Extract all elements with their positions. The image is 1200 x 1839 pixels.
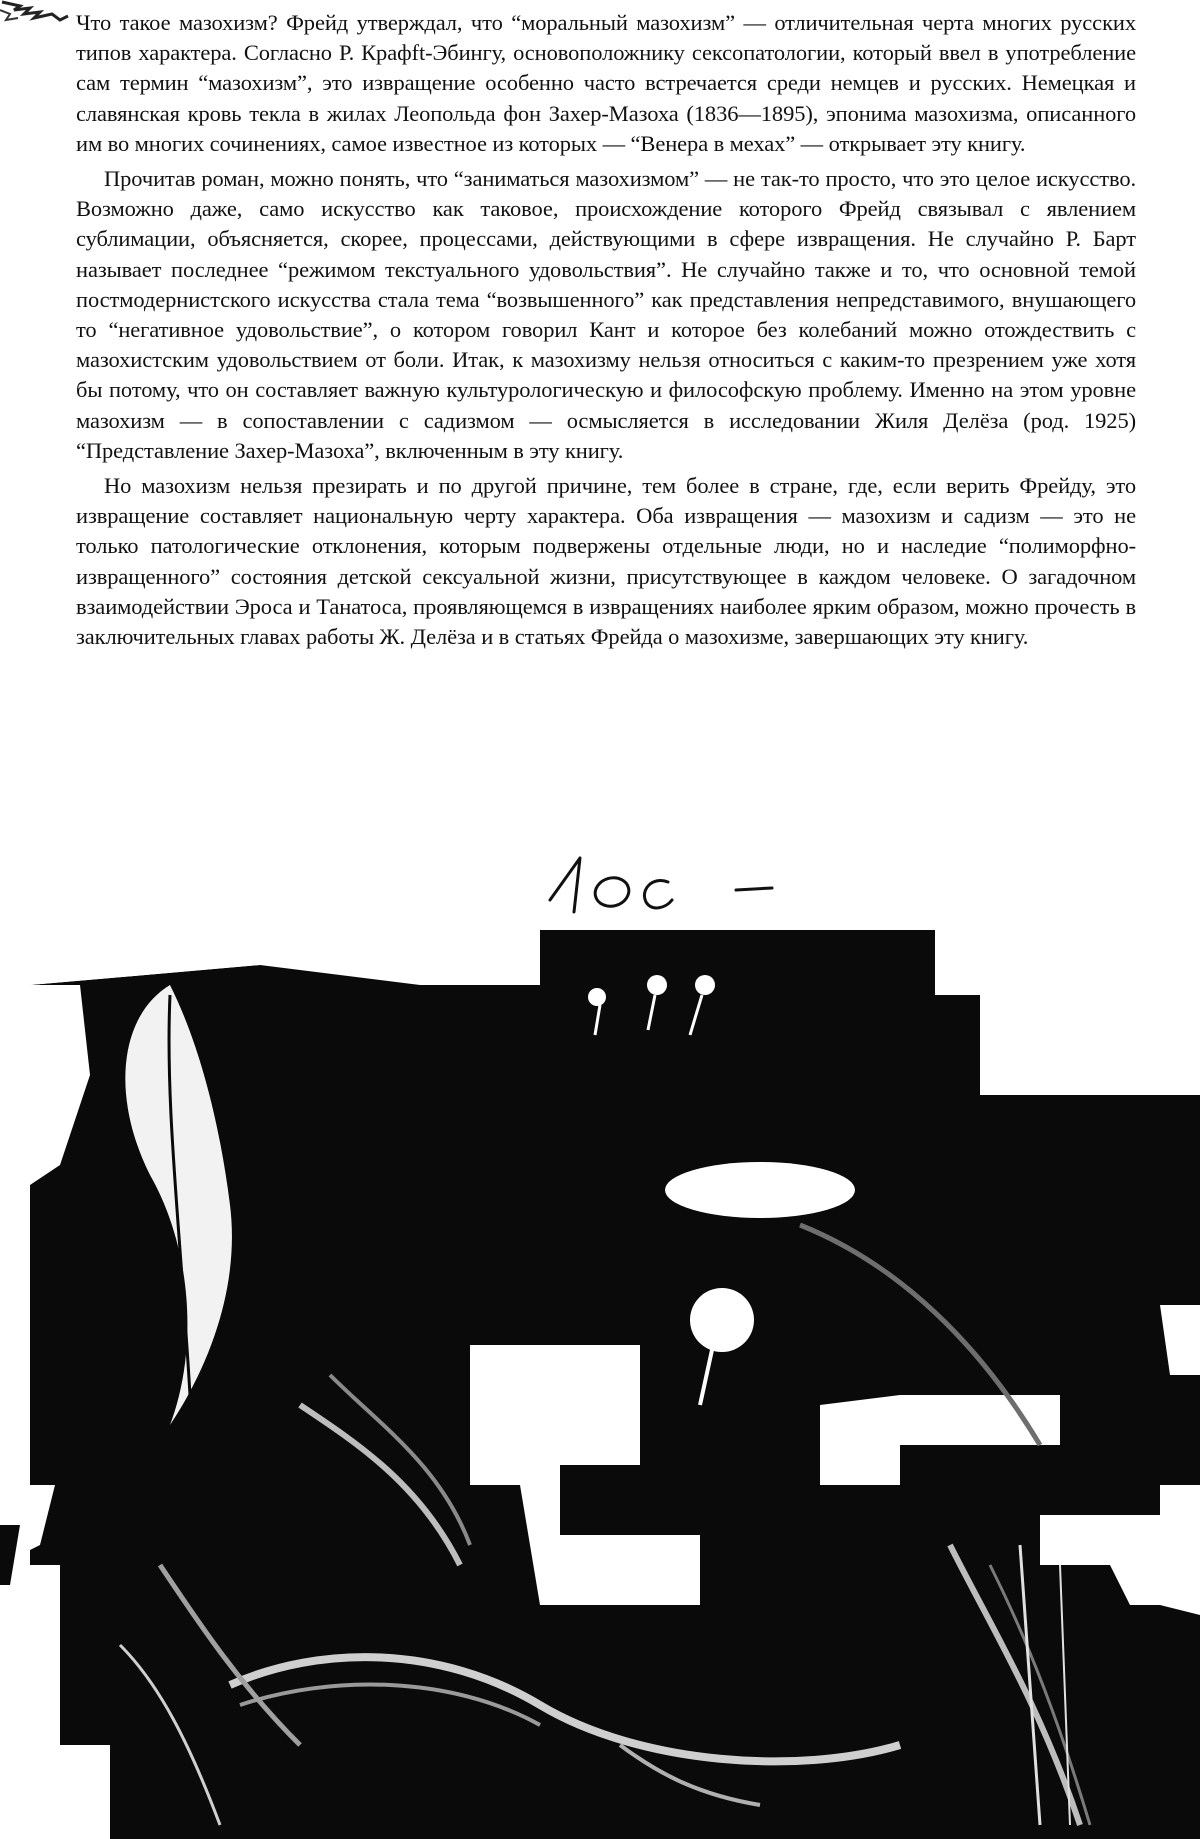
paragraph-3: Но мазохизм нельзя презирать и по другой причине, тем более в стране, где, если верить Фрейду, это извращение составляет национальную черту характера. Оба извращения — мазохизм и садизм — это не только патологические отклонения, которым подвержены отдельные люди, но и наследие “полиморфно-извращенного” состояния детской сексуальной жизни, присутствующее в каждом человеке. О загадочном взаимодействии Эроса и Танатоса, проявляющемся в извращениях наиболее ярким образом, можно прочесть в заключительных главах работы Ж. Делёза и в статьях Фрейда о мазохизме, завершающих эту книгу. xyxy=(76,473,1136,650)
paragraph-1: Что такое мазохизм? Фрейд утверждал, что “моральный мазохизм” — отличительная черта многих русских типов характера. Согласно Р. Крафft-Эбингу, основоположнику сексопатологии, который ввел в употребление сам термин “мазохизм”, это извращение особенно часто встречается среди немцев и русских. Немецкая и славянская кровь текла в жилах Леопольда фон Захер-Мазоха (1836—1895), эпонима мазохизма, описанного им во многих сочинениях, самое известное из которых — “Венера в мехах” — открывает эту книгу. xyxy=(76,10,1136,156)
abstract-illustration xyxy=(0,925,1200,1839)
body-text xyxy=(76,8,1136,657)
paragraph-2: Прочитав роман, можно понять, что “заниматься мазохизмом” — не так-то просто, что это целое искусство. Возможно даже, само искусство как таковое, происхождение которого Фрейд связывал с явлением сублимации, объясняется, скорее, процессами, действующими в сфере извращения. Не случайно Р. Барт называет последнее “режимом текстуального удовольствия”. Не случайно также и то, что основной темой постмодернистского искусства стала тема “возвышенного” как представления непредставимого, внушающего то “негативное удовольствие”, о котором говорил Кант и которое без колебаний можно отождествить с мазохистским удовольствием от боли. Итак, к мазохизму нельзя относиться с каким-то презрением уже хотя бы потому, что он составляет важную культурологическую и философскую проблему. Именно на этом уровне мазохизм — в сопоставлении с садизмом — осмысляется в исследовании Жиля Делёза (род. 1925) “Представление Захер-Мазоха”, включенным в эту книгу. xyxy=(76,166,1136,463)
scan-noise-mark xyxy=(0,0,70,22)
handwritten-annotation xyxy=(540,840,800,930)
handwritten-number-drawing xyxy=(540,840,800,930)
